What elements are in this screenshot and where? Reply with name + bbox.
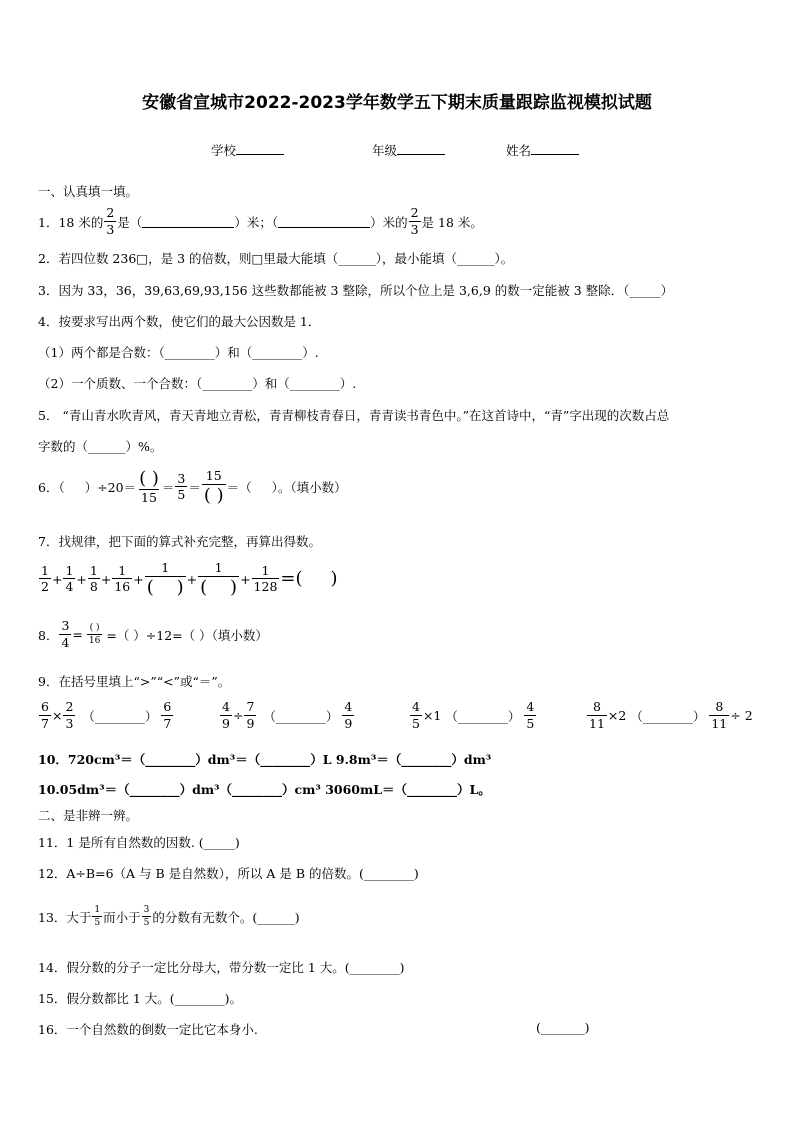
question-1: 1． 18 米的 $\frac{2}{3}$ 是（ ）米；（ ）米的 $\frac{2}{3}$ 是 18 米。 (38, 205, 483, 237)
question-4-part-1: （1）两个都是合数：（________）和（________）. (38, 345, 319, 360)
question-2: 2．若四位数 236□，是 3 的倍数，则□里最大能填（______），最小能填（______）。 (38, 251, 514, 266)
question-5-line-1: 5． “青山青水吹青风，青天青地立青松，青青柳枝青春日，青青读书青色中。”在这首诗中，“青”字出现的次数占总 (38, 408, 670, 423)
question-7: 7．找规律，把下面的算式补充完整，再算出得数。 (38, 534, 321, 549)
fraction: $\frac{15}{( )}$ (203, 468, 224, 506)
question-16-answer-blank[interactable]: (_______) (536, 1020, 590, 1035)
answer-blank[interactable]: ( ) (146, 576, 184, 598)
question-11: 11．1 是所有自然数的因数. (_____) (38, 835, 240, 850)
compare-item-1: $\frac{6}{7}$ × $\frac{2}{3}$ （________） $\frac{6}{7}$ (41, 699, 172, 731)
answer-blank[interactable]: ( ) (89, 622, 100, 633)
page-title: 安徽省宣城市2022-2023学年数学五下期末质量跟踪监视模拟试题 (142, 93, 652, 113)
compare-item-3: $\frac{4}{5}$ ×1 （________） $\frac{4}{5}$ (412, 699, 535, 731)
question-8: 8． $\frac{3}{4}$ = $\frac{( )}{16}$ =（ ）÷12=（ ）（填小数） (38, 618, 268, 650)
question-15: 15．假分数都比 1 大。(________)。 (38, 991, 243, 1006)
question-7-expression: $\frac{1}{2}$ + $\frac{1}{4}$ + $\frac{1}{8}$ + $\frac{1}{16}$ + $\frac{1}{( )}$ + $\frac{1}{( )}$ + $\frac{1}{128}$ =( ) (41, 560, 338, 598)
answer-blank[interactable] (278, 215, 370, 228)
answer-blank[interactable]: ( ) (200, 576, 238, 598)
grade-blank[interactable] (397, 142, 445, 155)
question-6: 6．（ ）÷20＝ $\frac{( )}{15}$ ＝ $\frac{3}{5}$ ＝ $\frac{15}{( )}$ ＝（ ）。（填小数） (38, 468, 347, 506)
question-10-line-1: 10．720cm³＝（________）dm³＝（________）L 9.8m³＝（________）dm³ (38, 752, 492, 767)
section-heading-2: 二、是非辨一辨。 (38, 808, 139, 823)
question-3: 3．因为 33，36，39,63,69,93,156 这些数都能被 3 整除，所以个位上是 3,6,9 的数一定能被 3 整除．（_____） (38, 283, 674, 298)
question-16: 16．一个自然数的倒数一定比它本身小. (38, 1022, 258, 1037)
fraction: $\frac{2}{3}$ (106, 205, 115, 237)
fraction: $\frac{( )}{15}$ (139, 468, 159, 505)
grade-field[interactable]: 年级 (372, 141, 445, 159)
fraction: $\frac{3}{5}$ (177, 470, 186, 503)
question-9: 9．在括号里填上“>”“<”或“＝”。 (38, 674, 231, 689)
school-blank[interactable] (236, 142, 284, 155)
question-12: 12．A÷B=6（A 与 B 是自然数），所以 A 是 B 的倍数。(________) (38, 866, 419, 881)
answer-blank[interactable] (142, 215, 234, 228)
answer-blank[interactable]: （________） (82, 708, 158, 724)
section-heading-1: 一、认真填一填。 (38, 184, 139, 199)
answer-blank[interactable]: （________） (445, 708, 521, 724)
name-blank[interactable] (531, 142, 579, 155)
question-10-line-2: 10.05dm³＝（________）dm³（________）cm³ 3060mL＝（________）L。 (38, 782, 491, 797)
school-field[interactable]: 学校 (211, 141, 284, 159)
question-5-line-2: 字数的（______）%。 (38, 439, 163, 454)
question-13: 13．大于 $\frac{1}{5}$ 而小于 $\frac{3}{5}$ 的分数有无数个。(______) (38, 905, 300, 928)
answer-blank[interactable]: （________） (630, 708, 706, 724)
name-field[interactable]: 姓名 (506, 141, 579, 159)
fraction: $\frac{2}{3}$ (410, 205, 419, 237)
compare-item-2: $\frac{4}{9}$ ÷ $\frac{7}{9}$ （________） $\frac{4}{9}$ (222, 699, 353, 731)
question-4: 4．按要求写出两个数，使它们的最大公因数是 1． (38, 314, 321, 329)
question-14: 14．假分数的分子一定比分母大，带分数一定比 1 大。(________) (38, 960, 405, 975)
answer-blank[interactable]: （________） (263, 708, 339, 724)
compare-item-4: $\frac{8}{11}$ ×2 （________） $\frac{8}{11}$ ÷ 2 (589, 699, 753, 731)
question-4-part-2: （2）一个质数、一个合数：（________）和（________）. (38, 376, 357, 391)
